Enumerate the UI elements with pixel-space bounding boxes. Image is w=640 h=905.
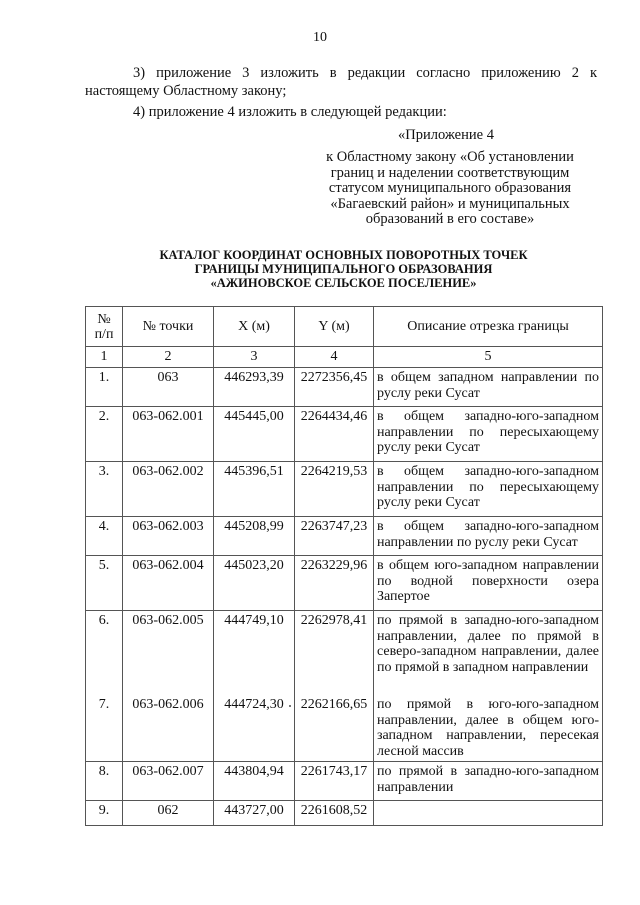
catalog-title-line: КАТАЛОГ КООРДИНАТ ОСНОВНЫХ ПОВОРОТНЫХ ТОЧЕК [159,248,528,262]
cell-y: 2263747,23 [295,517,374,556]
cell-num: 9. [86,801,123,826]
cell-point: 063-062.007 [123,762,214,801]
appendix-subtitle-line: границ и наделении соответствующим [330,164,570,181]
cell-description: по прямой в юго-юго-западном направлении, далее в общем юго-западном направлении, пересекая лесной массив [374,695,603,762]
cell-y: 2262978,41 [295,611,374,696]
cell-num: 8. [86,762,123,801]
cell-description: в общем западно-юго-западном направлении по пересыхающему руслу реки Сусат [374,462,603,517]
cell-x: 444749,10 [214,611,295,696]
cell-num: 6. [86,611,123,696]
catalog-title [85,248,602,290]
cell-point: 063-062.004 [123,556,214,611]
column-number: 3 [214,347,295,368]
cell-y: 2264219,53 [295,462,374,517]
appendix-subtitle-line: образований в его составе» [365,211,535,227]
cell-point: 062 [123,801,214,826]
column-number: 4 [295,347,374,368]
cell-x: 444724,30 [214,695,295,762]
cell-num: 5. [86,556,123,611]
table-row [86,695,603,762]
paragraph-item-3: 3) приложение 3 изложить в редакции согласно приложению 2 к настоящему Областному закону; [85,65,597,99]
cell-num: 2. [86,407,123,462]
cell-point: 063-062.002 [123,462,214,517]
cell-point: 063-062.006 [123,695,214,762]
cell-x: 445023,20 [214,556,295,611]
table-row [86,762,603,801]
paragraph-item-4: 4) приложение 4 изложить в следующей редакции: [133,104,447,120]
cell-y: 2261608,52 [295,801,374,826]
appendix-subtitle-line: «Багаевский район» и муниципальных [330,195,570,212]
table-row [86,368,603,407]
table-row [86,801,603,826]
cell-x: 445396,51 [214,462,295,517]
appendix-subtitle-line: к Областному закону «Об установлении [326,149,574,165]
scan-speck [289,705,291,707]
header-x: X (м) [214,307,295,347]
cell-x: 443804,94 [214,762,295,801]
cell-x: 446293,39 [214,368,295,407]
column-number: 2 [123,347,214,368]
cell-description: в общем западно-юго-западном направлении по пересыхающему руслу реки Сусат [374,407,603,462]
cell-num: 3. [86,462,123,517]
appendix-subtitle-line: статусом муниципального образования [328,180,572,196]
cell-description: в общем западно-юго-западном направлении по руслу реки Сусат [374,517,603,556]
cell-y: 2262166,65 [295,695,374,762]
cell-description: по прямой в западно-юго-западном направлении [374,762,603,801]
page-number: 10 [313,30,327,45]
cell-x: 445445,00 [214,407,295,462]
header-num: № п/п [86,307,123,347]
cell-point: 063-062.003 [123,517,214,556]
column-number-row [86,347,603,368]
header-point: № точки [123,307,214,347]
appendix-subtitle [300,150,600,228]
column-number: 1 [86,347,123,368]
cell-description: по прямой в западно-юго-западном направлении, далее по прямой в северо-западном направлении, далее по прямой в западном направлении [374,611,603,696]
header-y: Y (м) [295,307,374,347]
column-number: 5 [374,347,603,368]
cell-point: 063-062.001 [123,407,214,462]
cell-y: 2263229,96 [295,556,374,611]
coordinates-table [85,306,603,826]
appendix-heading: «Приложение 4 [398,127,494,143]
cell-y: 2264434,46 [295,407,374,462]
cell-description [374,801,603,826]
header-description: Описание отрезка границы [374,307,603,347]
table-header-row [86,307,603,347]
catalog-title-line: ГРАНИЦЫ МУНИЦИПАЛЬНОГО ОБРАЗОВАНИЯ [194,262,493,276]
cell-num: 1. [86,368,123,407]
table-row [86,462,603,517]
table-row [86,611,603,696]
cell-point: 063 [123,368,214,407]
table-row [86,517,603,556]
cell-y: 2272356,45 [295,368,374,407]
catalog-title-line: «АЖИНОВСКОЕ СЕЛЬСКОЕ ПОСЕЛЕНИЕ» [210,276,477,290]
cell-description: в общем юго-западном направлении по водной поверхности озера Запертое [374,556,603,611]
table-row [86,407,603,462]
cell-description: в общем западном направлении по руслу реки Сусат [374,368,603,407]
cell-num: 4. [86,517,123,556]
cell-x: 443727,00 [214,801,295,826]
cell-x: 445208,99 [214,517,295,556]
cell-y: 2261743,17 [295,762,374,801]
table-row [86,556,603,611]
cell-point: 063-062.005 [123,611,214,696]
cell-num: 7. [86,695,123,762]
